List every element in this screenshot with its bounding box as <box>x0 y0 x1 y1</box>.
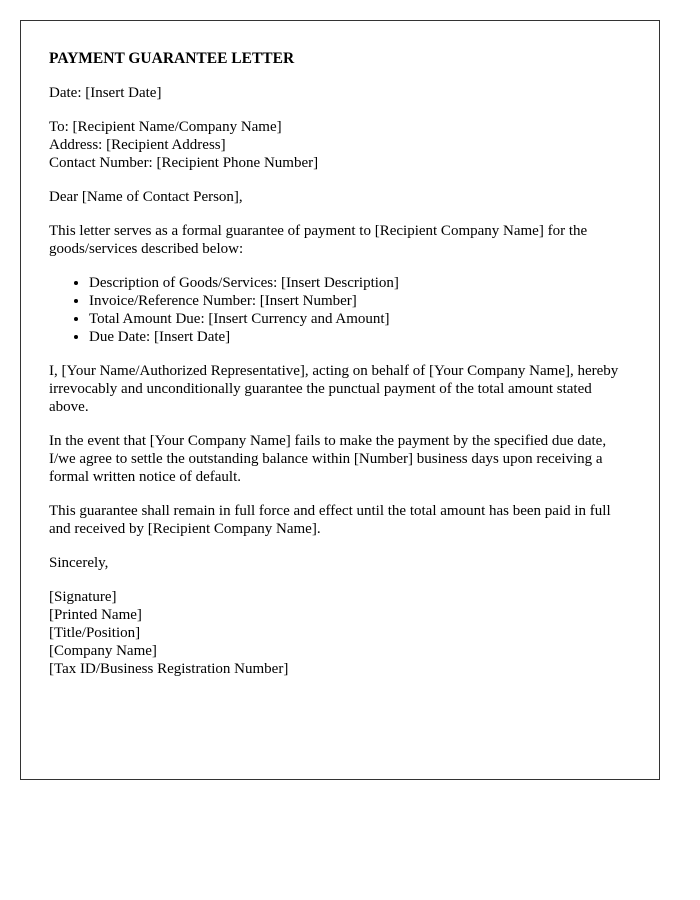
default-paragraph: In the event that [Your Company Name] fails to make the payment by the specified due date, I/we agree to settle the outstanding balance within [Number] business days upon receiving a formal written notice of default. <box>49 433 607 485</box>
list-item: • Total Amount Due: [Insert Currency and Amount] <box>89 310 631 328</box>
letter-title: PAYMENT GUARANTEE LETTER <box>49 50 295 67</box>
letter-date: Date: [Insert Date] <box>49 85 162 101</box>
closing: Sincerely, <box>49 555 109 571</box>
signature-line: [Signature] <box>49 589 117 605</box>
printed-name: [Printed Name] <box>49 607 142 623</box>
signature-block <box>49 588 631 678</box>
tax-id: [Tax ID/Business Registration Number] <box>49 661 289 677</box>
recipient-to: To: [Recipient Name/Company Name] <box>49 119 282 135</box>
validity-paragraph: This guarantee shall remain in full force and effect until the total amount has been paid in full and received by [Recipient Company Name]. <box>49 503 611 537</box>
recipient-address: Address: [Recipient Address] <box>49 137 226 153</box>
salutation: Dear [Name of Contact Person], <box>49 189 243 205</box>
list-item: • Due Date: [Insert Date] <box>89 328 631 346</box>
letter-page <box>20 20 660 780</box>
recipient-block <box>49 118 631 172</box>
list-item: • Description of Goods/Services: [Insert Description] <box>89 274 631 292</box>
details-list <box>49 274 631 346</box>
title-position: [Title/Position] <box>49 625 141 641</box>
company-name: [Company Name] <box>49 643 157 659</box>
intro-paragraph: This letter serves as a formal guarantee of payment to [Recipient Company Name] for the goods/services described below: <box>49 223 588 257</box>
guarantee-paragraph: I, [Your Name/Authorized Representative], acting on behalf of [Your Company Name], hereby irrevocably and unconditionally guarantee the punctual payment of the total amount stated above. <box>49 363 619 415</box>
list-item: • Invoice/Reference Number: [Insert Number] <box>89 292 631 310</box>
recipient-contact: Contact Number: [Recipient Phone Number] <box>49 155 319 171</box>
